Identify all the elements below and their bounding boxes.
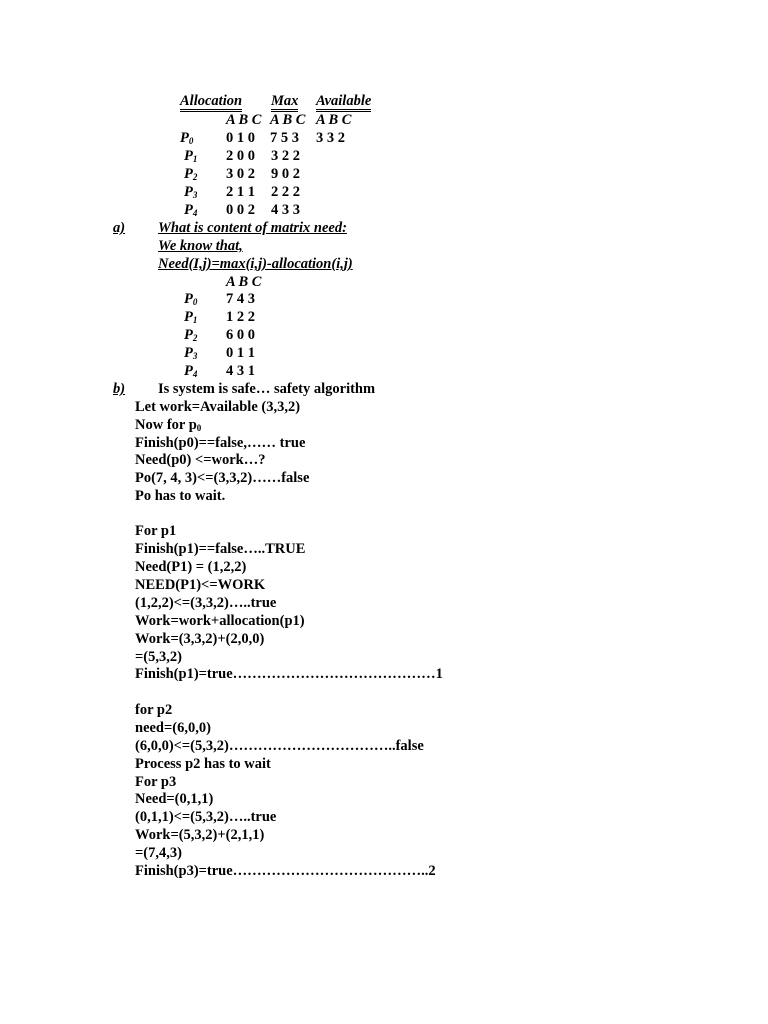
- step-line: Process p2 has to wait: [135, 756, 271, 772]
- step-line: Need(P1) = (1,2,2): [135, 559, 247, 575]
- part-b-label: b): [113, 381, 126, 397]
- need-columns: A B C: [226, 274, 262, 290]
- step-line: Po has to wait.: [135, 488, 226, 504]
- need-process-label: $P_0$: [184, 291, 198, 307]
- step-line: Finish(p0)==false,…… true: [135, 435, 306, 451]
- table1-max-cell: 7 5 3: [270, 130, 299, 146]
- step-line: Work=work+allocation(p1): [135, 613, 305, 629]
- table1-alloc-cell: 2 1 1: [226, 184, 255, 200]
- table1-alloc-cell: 0 0 2: [226, 202, 255, 218]
- need-process-label: $P_3$: [184, 345, 198, 361]
- available-columns: A B C: [316, 112, 352, 128]
- header-available: Available: [316, 94, 371, 112]
- step-line: Finish(p3)=true…………………………………..2: [135, 863, 436, 879]
- need-cell: 1 2 2: [226, 309, 255, 325]
- need-cell: 0 1 1: [226, 345, 255, 361]
- table1-alloc-cell: 3 0 2: [226, 166, 255, 182]
- step-line: =(7,4,3): [135, 845, 182, 861]
- table1-max-cell: 3 2 2: [271, 148, 300, 164]
- table1-alloc-cell: 2 0 0: [226, 148, 255, 164]
- step-line: (1,2,2)<=(3,3,2)…..true: [135, 595, 277, 611]
- need-process-label: $P_2$: [184, 327, 198, 343]
- step-line: =(5,3,2): [135, 649, 182, 665]
- step-line: For p1: [135, 523, 177, 539]
- step-line: (0,1,1)<=(5,3,2)…..true: [135, 809, 277, 825]
- step-line: for p2: [135, 702, 173, 718]
- work-init-line: Let work=Available (3,3,2): [135, 399, 301, 415]
- alloc-columns: A B C: [226, 112, 262, 128]
- table1-process-label: $P_0$: [180, 130, 194, 146]
- max-columns: A B C: [270, 112, 306, 128]
- need-cell: 7 4 3: [226, 291, 255, 307]
- table1-max-cell: 4 3 3: [271, 202, 300, 218]
- table1-process-label: $P_1$: [184, 148, 198, 164]
- need-cell: 4 3 1: [226, 363, 255, 379]
- table1-available-cell: 3 3 2: [316, 130, 345, 146]
- header-allocation: Allocation: [180, 94, 242, 112]
- step-line: For p3: [135, 774, 177, 790]
- step-line: Work=(3,3,2)+(2,0,0): [135, 631, 265, 647]
- step-line: (6,0,0)<=(5,3,2)……………………………..false: [135, 738, 424, 754]
- header-max: Max: [271, 94, 298, 112]
- table1-max-cell: 2 2 2: [271, 184, 300, 200]
- part-a-intro: We know that,: [158, 238, 243, 254]
- step-line: Need=(0,1,1): [135, 791, 214, 807]
- table1-process-label: $P_3$: [184, 184, 198, 200]
- part-a-question: What is content of matrix need:: [158, 220, 347, 236]
- table1-max-cell: 9 0 2: [271, 166, 300, 182]
- part-b-question: Is system is safe… safety algorithm: [158, 381, 376, 397]
- table1-process-label: $P_2$: [184, 166, 198, 182]
- table1-process-label: $P_4$: [184, 202, 198, 218]
- step-line: Finish(p1)==false…..TRUE: [135, 541, 306, 557]
- table1-alloc-cell: 0 1 0: [226, 130, 255, 146]
- step-line: Now for $p_0$: [135, 417, 202, 433]
- step-line: Need(p0) <=work…?: [135, 452, 266, 468]
- step-line: need=(6,0,0): [135, 720, 211, 736]
- step-line: Po(7, 4, 3)<=(3,3,2)……false: [135, 470, 310, 486]
- need-cell: 6 0 0: [226, 327, 255, 343]
- part-a-label: a): [113, 220, 126, 236]
- step-line: Work=(5,3,2)+(2,1,1): [135, 827, 265, 843]
- need-process-label: $P_1$: [184, 309, 198, 325]
- need-process-label: $P_4$: [184, 363, 198, 379]
- step-line: Finish(p1)=true……………………………………1: [135, 666, 443, 682]
- step-line: NEED(P1)<=WORK: [135, 577, 266, 593]
- need-formula: Need(I,j)=max(i,j)-allocation(i,j): [158, 256, 353, 272]
